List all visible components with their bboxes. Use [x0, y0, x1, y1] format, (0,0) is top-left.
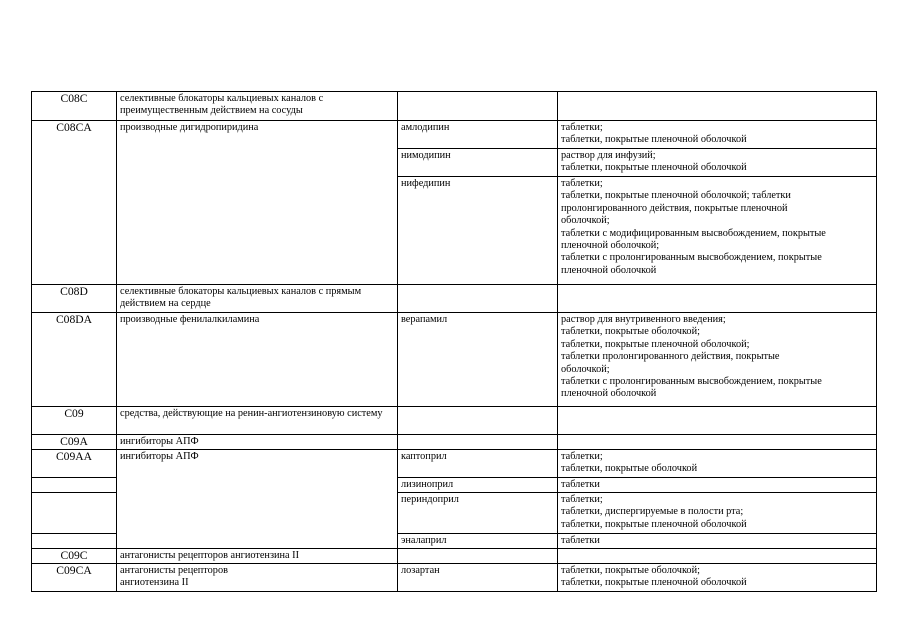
atc-code: C09A: [32, 435, 117, 450]
table-row: [32, 564, 877, 592]
dosage-form-line: таблетки с модифицированным высвобождением, покрытые: [561, 227, 826, 239]
drug-name: амлодипин: [398, 121, 558, 149]
dosage-form-line: таблетки, диспергируемые в полости рта;: [561, 506, 744, 518]
table-row: [32, 121, 877, 149]
dosage-forms: [558, 478, 877, 493]
dosage-forms: [558, 92, 877, 121]
drug-table: [31, 91, 877, 592]
table-row: [32, 92, 877, 121]
table-row: [32, 450, 877, 478]
dosage-form-line: оболочкой;: [561, 363, 610, 375]
atc-code: C08CA: [32, 121, 117, 285]
dosage-form-line: таблетки пролонгированного действия, покрытые: [561, 351, 780, 363]
dosage-form-line: раствор для инфузий;: [561, 150, 656, 161]
dosage-form-line: таблетки: [561, 479, 600, 490]
dosage-form-line: таблетки с пролонгированным высвобождением, покрытые: [561, 252, 822, 264]
dosage-forms: [558, 285, 877, 313]
dosage-form-line: таблетки;: [561, 178, 603, 189]
drug-name: [398, 435, 558, 450]
dosage-form-line: пленочной оболочкой: [561, 264, 657, 276]
dosage-form-line: таблетки: [561, 535, 600, 546]
drug-name: лозартан: [398, 564, 558, 592]
dosage-forms: [558, 534, 877, 549]
dosage-form-line: таблетки;: [561, 451, 603, 462]
dosage-forms: [558, 149, 877, 177]
group-description: антагонисты рецепторов ангиотензина II: [117, 549, 398, 564]
drug-name: верапамил: [398, 313, 558, 407]
dosage-form-line: таблетки, покрытые пленочной оболочкой; таблетки: [561, 190, 791, 202]
drug-name: [398, 92, 558, 121]
group-description: селективные блокаторы кальциевых каналов с преимущественным действием на сосуды: [117, 92, 398, 121]
atc-code: C09AA: [32, 450, 117, 478]
group-description: селективные блокаторы кальциевых каналов с прямым действием на сердце: [117, 285, 398, 313]
dosage-form-line: оболочкой;: [561, 215, 610, 227]
dosage-form-line: пленочной оболочкой;: [561, 240, 660, 252]
atc-code: C09: [32, 407, 117, 435]
dosage-form-line: таблетки;: [561, 122, 603, 133]
atc-code: C09C: [32, 549, 117, 564]
drug-name: нимодипин: [398, 149, 558, 177]
table-row: [32, 435, 877, 450]
dosage-forms: [558, 549, 877, 564]
dosage-form-line: раствор для внутривенного введения;: [561, 314, 726, 325]
group-description: [117, 564, 398, 592]
atc-code: C08DA: [32, 313, 117, 407]
dosage-form-line: таблетки, покрытые оболочкой;: [561, 565, 700, 576]
atc-code: C08C: [32, 92, 117, 121]
table-row: [32, 313, 877, 407]
drug-name: нифедипин: [398, 177, 558, 285]
dosage-form-line: таблетки, покрытые пленочной оболочкой: [561, 162, 747, 174]
atc-code: [32, 493, 117, 534]
group-description: ингибиторы АПФ: [117, 435, 398, 450]
dosage-form-line: таблетки с пролонгированным высвобождением, покрытые: [561, 376, 822, 388]
dosage-form-line: пленочной оболочкой: [561, 388, 657, 400]
drug-name: каптоприл: [398, 450, 558, 478]
dosage-forms: [558, 177, 877, 285]
atc-code: C09CA: [32, 564, 117, 592]
table-row: [32, 407, 877, 435]
dosage-form-line: пролонгированного действия, покрытые пленочной: [561, 202, 788, 214]
dosage-form-line: таблетки, покрытые пленочной оболочкой: [561, 134, 747, 146]
drug-name: [398, 549, 558, 564]
drug-name: эналаприл: [398, 534, 558, 549]
dosage-form-line: таблетки, покрытые пленочной оболочкой: [561, 577, 747, 589]
table-row: [32, 549, 877, 564]
atc-code: [32, 534, 117, 549]
drug-name: [398, 407, 558, 435]
group-description-text: антагонисты рецепторов ангиотензина II: [120, 565, 228, 589]
dosage-forms: [558, 313, 877, 407]
atc-code: C08D: [32, 285, 117, 313]
dosage-form-line: таблетки, покрытые оболочкой;: [561, 326, 700, 338]
dosage-form-line: таблетки, покрытые пленочной оболочкой: [561, 518, 747, 530]
drug-name: периндоприл: [398, 493, 558, 534]
drug-name: [398, 285, 558, 313]
group-description: производные фенилалкиламина: [117, 313, 398, 407]
dosage-forms: [558, 493, 877, 534]
dosage-forms: [558, 121, 877, 149]
group-description: ингибиторы АПФ: [117, 450, 398, 549]
group-description: средства, действующие на ренин-ангиотензиновую систему: [117, 407, 398, 435]
dosage-form-line: таблетки, покрытые оболочкой: [561, 463, 698, 475]
dosage-forms: [558, 450, 877, 478]
table-row: [32, 285, 877, 313]
atc-code: [32, 478, 117, 493]
dosage-form-line: таблетки, покрытые пленочной оболочкой;: [561, 338, 750, 350]
dosage-forms: [558, 435, 877, 450]
dosage-forms: [558, 407, 877, 435]
group-description: производные дигидропиридина: [117, 121, 398, 285]
drug-name: лизиноприл: [398, 478, 558, 493]
dosage-form-line: таблетки;: [561, 494, 603, 505]
dosage-forms: [558, 564, 877, 592]
